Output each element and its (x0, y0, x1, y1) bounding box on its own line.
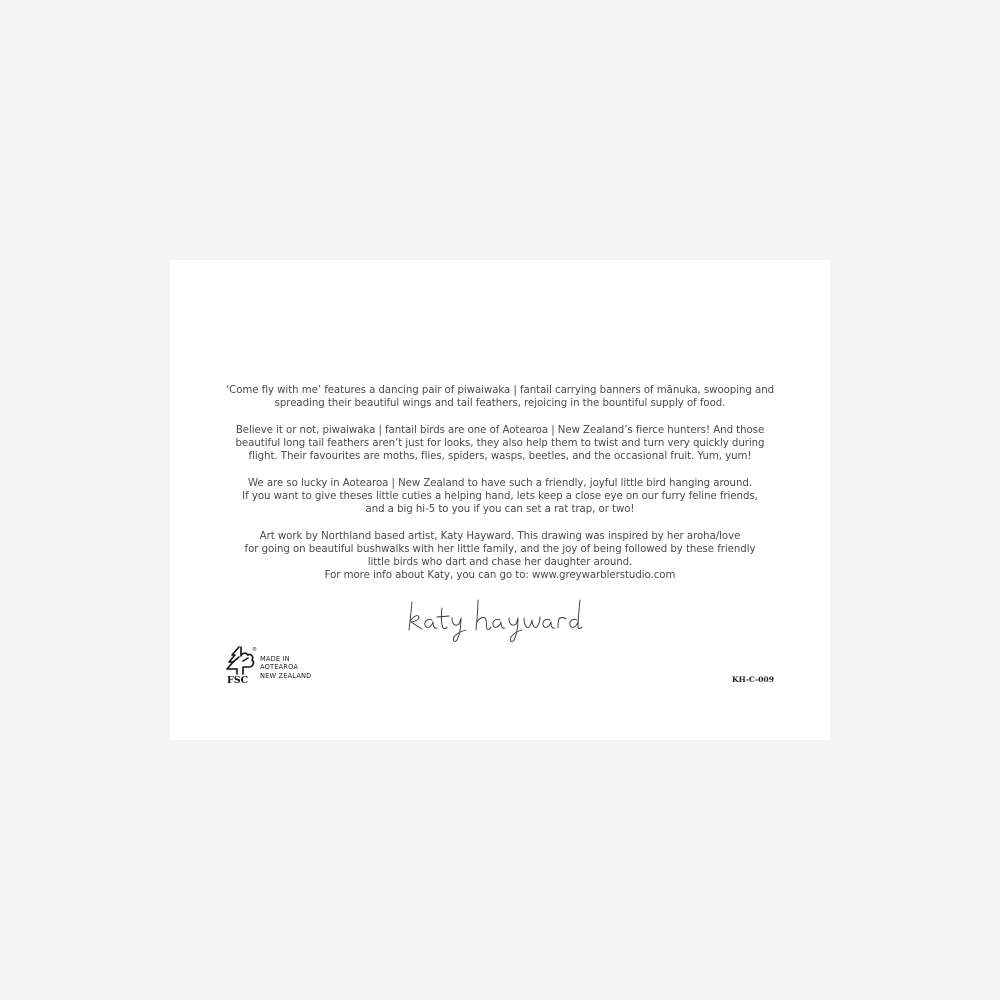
paragraph-lucky (200, 477, 800, 517)
fsc-logo (220, 643, 260, 685)
text-line: If you want to give theses little cuties a helping hand, lets keep a close eye on our furry feline friends, (242, 491, 758, 502)
text-line: for going on beautiful bushwalks with her little family, and the joy of being followed by these friendly (244, 544, 756, 555)
text-line: Believe it or not, piwaiwaka | fantail birds are one of Aotearoa | New Zealand’s fierce hunters! And those (235, 424, 765, 436)
fsc-label: FSC (227, 675, 249, 685)
text-line: ‘Come fly with me’ features a dancing pair of piwaiwaka | fantail carrying banners of mānuka, swooping and (225, 385, 775, 396)
text-line: and a big hi-5 to you if you can set a rat trap, or two! (365, 504, 635, 516)
card-description (200, 384, 800, 596)
product-code: KH-C-009 (732, 675, 774, 684)
text-line: We are so lucky in Aotearoa | New Zealand to have such a friendly, joyful little bird hanging around. (248, 477, 752, 489)
paragraph-artist (200, 530, 800, 583)
made-in-line: AOTEAROA (260, 663, 299, 672)
made-in-line: MADE IN (260, 655, 290, 663)
paragraph-hunters (200, 424, 800, 464)
text-line: Art work by Northland based artist, Katy Hayward. This drawing was inspired by her aroha/love (259, 530, 741, 542)
artist-signature (400, 594, 600, 644)
text-line: For more info about Katy, you can go to: www.greywarblerstudio.com (324, 570, 676, 582)
text-line: beautiful long tail feathers aren’t just for looks, they also help them to twist and turn very quickly during (235, 438, 765, 449)
text-line: flight. Their favourites are moths, flies, spiders, wasps, beetles, and the occasional fruit. Yum, yum! (248, 451, 752, 463)
text-line: little birds who dart and chase her daughter around. (367, 557, 633, 569)
card-back (170, 260, 830, 740)
made-in-line: NEW ZEALAND (260, 671, 312, 680)
made-in-label (260, 655, 311, 680)
text-line: spreading their beautiful wings and tail feathers, rejoicing in the bountiful supply of food. (274, 398, 726, 410)
paragraph-intro (200, 384, 800, 410)
registered-mark: ® (252, 647, 257, 653)
